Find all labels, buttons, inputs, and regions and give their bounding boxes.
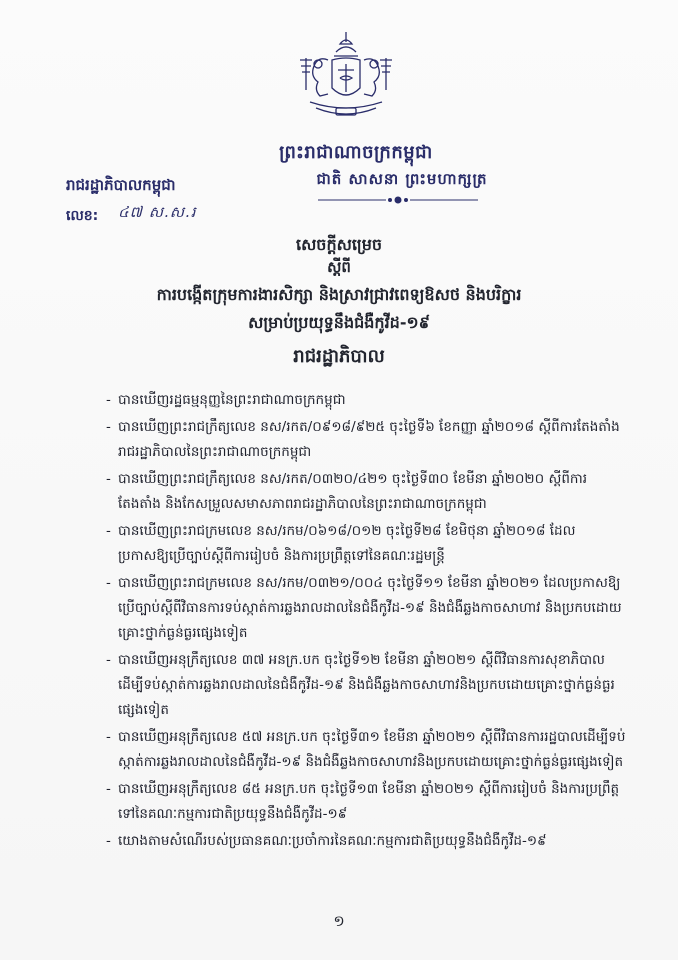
royal-government-label: រាជរដ្ឋាភិបាលកម្ពុជា xyxy=(66,176,176,194)
decision-on: ស្តីពី xyxy=(327,258,351,276)
decision-title: សេចក្តីសម្រេច xyxy=(295,235,382,254)
list-item: - បានឃើញអនុក្រឹត្យលេខ ៣៧ អនក្រ.បក ចុះថ្ងៃទី១២ ខែមីនា ឆ្នាំ២០២១ ស្តីពីវិធានការសុខាភិបាលដើម្បីទប់ស្កាត់ការឆ្លងរាលដាលនៃជំងឺកូវីដ-១៩ និងជំងឺឆ្លងកាចសាហាវនិងប្រកបដោយគ្រោះថ្នាក់ធ្ងន់ធ្ងរផ្សេងទៀត xyxy=(106,652,615,718)
list-item: - បានឃើញរដ្ឋធម្មនុញ្ញនៃព្រះរាជាណាចក្រកម្ពុជា xyxy=(106,392,346,408)
royal-coat-of-arms-icon xyxy=(292,30,400,126)
ornament-divider-icon xyxy=(308,194,488,206)
issuing-body: រាជរដ្ឋាភិបាល xyxy=(293,346,385,367)
list-item: - បានឃើញអនុក្រឹត្យលេខ ៥៧ អនក្រ.បក ចុះថ្ងៃទី៣១ ខែមីនា ឆ្នាំ២០២១ ស្តីពីវិធានការរដ្ឋបាលដើម្បីទប់ស្កាត់ការឆ្លងរាលដាលនៃជំងឺកូវីដ-១៩ និងជំងឺឆ្លងកាចសាហាវនិងប្រកបដោយគ្រោះថ្នាក់ធ្ងន់ធ្ងរផ្សេងទៀត xyxy=(106,729,626,770)
references-list xyxy=(106,388,626,856)
decision-subject-line2: សម្រាប់ប្រយុទ្ធនឹងជំងឺកូវីដ-១៩ xyxy=(248,313,430,332)
list-item: - បានឃើញព្រះរាជក្រឹត្យលេខ នស/រកត/០៩១៨/៩២៥ ចុះថ្ងៃទី៦ ខែកញ្ញា ឆ្នាំ២០១៨ ស្តីពីការតែងតាំងរាជរដ្ឋាភិបាលនៃព្រះរាជាណាចក្រកម្ពុជា xyxy=(106,419,620,460)
list-item: - បានឃើញអនុក្រឹត្យលេខ ៨៥ អនក្រ.បក ចុះថ្ងៃទី១៣ ខែមីនា ឆ្នាំ២០២១ ស្តីពីការរៀបចំ និងការប្រព្រឹត្តទៅនៃគណៈកម្មការជាតិប្រយុទ្ធនឹងជំងឺកូវីដ-១៩ xyxy=(106,781,620,822)
list-item: - បានឃើញព្រះរាជក្រឹត្យលេខ នស/រកត/០៣២០/៤២១ ចុះថ្ងៃទី៣០ ខែមីនា ឆ្នាំ២០២០ ស្តីពីការតែងតាំង និងកែសម្រួលសមាសភាពរាជរដ្ឋាភិបាលនៃព្រះរាជាណាចក្រកម្ពុជា xyxy=(106,471,588,512)
national-motto: ជាតិ សាសនា ព្រះមហាក្សត្រ xyxy=(316,170,488,188)
page-number: ១ xyxy=(333,912,345,930)
list-item: - យោងតាមសំណើរបស់ប្រធានគណៈប្រចាំការនៃគណៈកម្មការជាតិប្រយុទ្ធនឹងជំងឺកូវីដ-១៩ xyxy=(106,833,547,849)
decision-subject-line1: ការបង្កើតក្រុមការងារសិក្សា និងស្រាវជ្រាវពេទ្យឱសថ និងបរិក្ខារ xyxy=(156,285,522,304)
list-item: - បានឃើញព្រះរាជក្រមលេខ នស/រកម/០៦១៨/០១២ ចុះថ្ងៃទី២៨ ខែមិថុនា ឆ្នាំ២០១៨ ដែលប្រកាសឱ្យប្រើច្បាប់ស្តីពីការរៀបចំ និងការប្រព្រឹត្តទៅនៃគណៈរដ្ឋមន្ត្រី xyxy=(106,523,576,564)
list-item: - បានឃើញព្រះរាជក្រមលេខ នស/រកម/០៣២១/០០៤ ចុះថ្ងៃទី១១ ខែមីនា ឆ្នាំ២០២១ ដែលប្រកាសឱ្យប្រើច្បាប់ស្តីពីវិធានការទប់ស្កាត់ការឆ្លងរាលដាលនៃជំងឺកូវីដ-១៩ និងជំងឺឆ្លងកាចសាហាវ និងប្រកបដោយគ្រោះថ្នាក់ធ្ងន់ធ្ងរផ្សេងទៀត xyxy=(106,575,622,641)
kingdom-heading: ព្រះរាជាណាចក្រកម្ពុជា xyxy=(279,142,433,163)
reference-number-handwritten: ៤៧ ស.ស.រ xyxy=(118,203,197,221)
reference-label: លេខ: xyxy=(66,208,99,224)
